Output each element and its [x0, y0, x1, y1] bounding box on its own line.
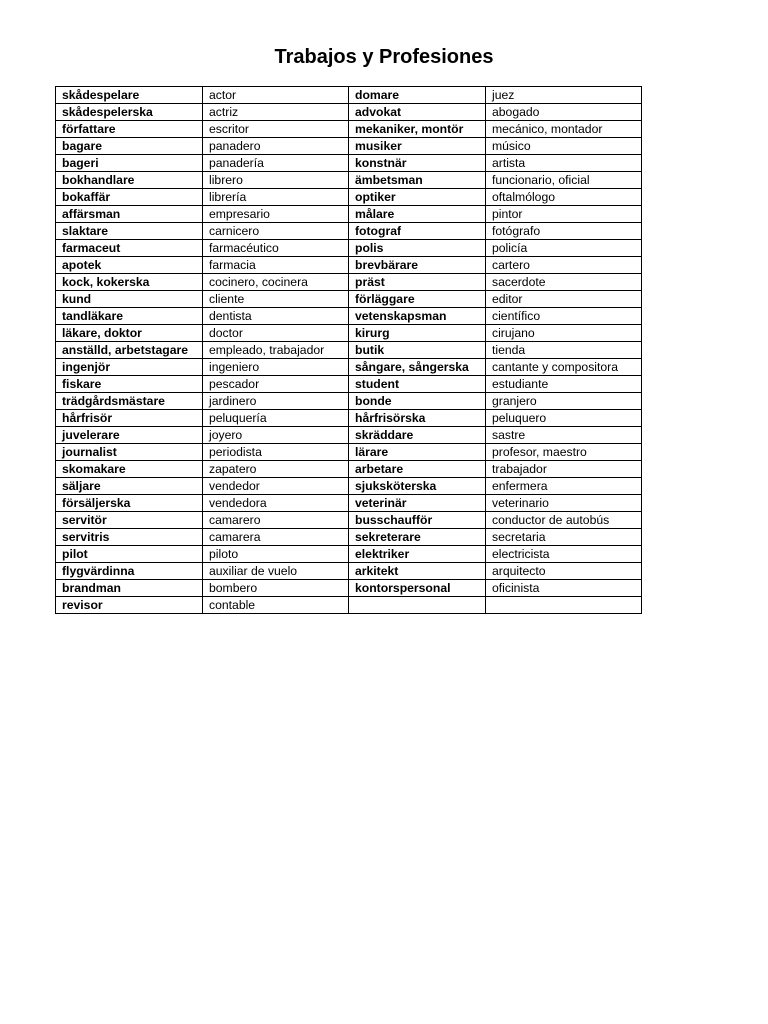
swedish-term-cell: läkare, doktor [56, 325, 203, 342]
spanish-term-cell: actriz [203, 104, 349, 121]
swedish-term-cell: arbetare [349, 461, 486, 478]
swedish-term-cell: sjuksköterska [349, 478, 486, 495]
spanish-term-cell: vendedor [203, 478, 349, 495]
swedish-term-cell: student [349, 376, 486, 393]
swedish-term-cell: busschaufför [349, 512, 486, 529]
spanish-term-cell: bombero [203, 580, 349, 597]
table-row [56, 529, 642, 546]
table-row [56, 376, 642, 393]
spanish-term-cell: doctor [203, 325, 349, 342]
page-title: Trabajos y Profesiones [274, 46, 494, 68]
swedish-term-cell: bonde [349, 393, 486, 410]
table-row [56, 87, 642, 104]
table-row [56, 427, 642, 444]
spanish-term-cell: peluquería [203, 410, 349, 427]
spanish-term-cell: mecánico, montador [486, 121, 642, 138]
spanish-term-cell: sastre [486, 427, 642, 444]
spanish-term-cell: enfermera [486, 478, 642, 495]
spanish-term-cell: ingeniero [203, 359, 349, 376]
table-row [56, 104, 642, 121]
table-row [56, 291, 642, 308]
swedish-term-cell: trädgårdsmästare [56, 393, 203, 410]
spanish-term-cell: panadero [203, 138, 349, 155]
swedish-term-cell: konstnär [349, 155, 486, 172]
table-row [56, 325, 642, 342]
swedish-term-cell: bagare [56, 138, 203, 155]
spanish-term-cell: vendedora [203, 495, 349, 512]
swedish-term-cell: vetenskapsman [349, 308, 486, 325]
swedish-term-cell: lärare [349, 444, 486, 461]
table-row [56, 240, 642, 257]
swedish-term-cell: slaktare [56, 223, 203, 240]
spanish-term-cell: actor [203, 87, 349, 104]
spanish-term-cell: sacerdote [486, 274, 642, 291]
swedish-term-cell: domare [349, 87, 486, 104]
swedish-term-cell: farmaceut [56, 240, 203, 257]
spanish-term-cell: camarera [203, 529, 349, 546]
swedish-term-cell: polis [349, 240, 486, 257]
swedish-term-cell: affärsman [56, 206, 203, 223]
swedish-term-cell: mekaniker, montör [349, 121, 486, 138]
swedish-term-cell: bokhandlare [56, 172, 203, 189]
swedish-term-cell: kirurg [349, 325, 486, 342]
spanish-term-cell: panadería [203, 155, 349, 172]
table-row [56, 257, 642, 274]
swedish-term-cell: ämbetsman [349, 172, 486, 189]
swedish-term-cell: pilot [56, 546, 203, 563]
spanish-term-cell: piloto [203, 546, 349, 563]
spanish-term-cell: editor [486, 291, 642, 308]
swedish-term-cell: författare [56, 121, 203, 138]
spanish-term-cell: pintor [486, 206, 642, 223]
spanish-term-cell: veterinario [486, 495, 642, 512]
spanish-term-cell: oficinista [486, 580, 642, 597]
swedish-term-cell: kock, kokerska [56, 274, 203, 291]
spanish-term-cell: farmacéutico [203, 240, 349, 257]
spanish-term-cell: fotógrafo [486, 223, 642, 240]
table-row [56, 597, 642, 614]
table-row [56, 512, 642, 529]
spanish-term-cell: electricista [486, 546, 642, 563]
table-row [56, 359, 642, 376]
spanish-term-cell: granjero [486, 393, 642, 410]
spanish-term-cell: cocinero, cocinera [203, 274, 349, 291]
swedish-term-cell: flygvärdinna [56, 563, 203, 580]
swedish-term-cell: advokat [349, 104, 486, 121]
swedish-term-cell: anställd, arbetstagare [56, 342, 203, 359]
swedish-term-cell: säljare [56, 478, 203, 495]
spanish-term-cell: librero [203, 172, 349, 189]
swedish-term-cell: servitris [56, 529, 203, 546]
spanish-term-cell: cartero [486, 257, 642, 274]
spanish-term-cell: zapatero [203, 461, 349, 478]
spanish-term-cell: estudiante [486, 376, 642, 393]
swedish-term-cell: optiker [349, 189, 486, 206]
spanish-term-cell: conductor de autobús [486, 512, 642, 529]
table-row [56, 189, 642, 206]
spanish-term-cell: profesor, maestro [486, 444, 642, 461]
spanish-term-cell: auxiliar de vuelo [203, 563, 349, 580]
swedish-term-cell: skådespelerska [56, 104, 203, 121]
spanish-term-cell: carnicero [203, 223, 349, 240]
table-row [56, 563, 642, 580]
table-row [56, 393, 642, 410]
spanish-term-cell: cantante y compositora [486, 359, 642, 376]
table-row [56, 461, 642, 478]
swedish-term-cell: butik [349, 342, 486, 359]
spanish-term-cell: empresario [203, 206, 349, 223]
table-row [56, 308, 642, 325]
vocabulary-table [55, 86, 642, 614]
swedish-term-cell: fiskare [56, 376, 203, 393]
spanish-term-cell: peluquero [486, 410, 642, 427]
swedish-term-cell: präst [349, 274, 486, 291]
swedish-term-cell: målare [349, 206, 486, 223]
spanish-term-cell: farmacia [203, 257, 349, 274]
table-row [56, 478, 642, 495]
swedish-term-cell: sångare, sångerska [349, 359, 486, 376]
table-row [56, 546, 642, 563]
swedish-term-cell: veterinär [349, 495, 486, 512]
swedish-term-cell: arkitekt [349, 563, 486, 580]
swedish-term-cell: skådespelare [56, 87, 203, 104]
swedish-term-cell: kontorspersonal [349, 580, 486, 597]
swedish-term-cell: skomakare [56, 461, 203, 478]
swedish-term-cell: musiker [349, 138, 486, 155]
spanish-term-cell: músico [486, 138, 642, 155]
spanish-term-cell: juez [486, 87, 642, 104]
spanish-term-cell: secretaria [486, 529, 642, 546]
spanish-term-cell [486, 597, 642, 614]
table-row [56, 206, 642, 223]
spanish-term-cell: oftalmólogo [486, 189, 642, 206]
spanish-term-cell: tienda [486, 342, 642, 359]
swedish-term-cell: journalist [56, 444, 203, 461]
spanish-term-cell: camarero [203, 512, 349, 529]
swedish-term-cell: tandläkare [56, 308, 203, 325]
spanish-term-cell: trabajador [486, 461, 642, 478]
spanish-term-cell: escritor [203, 121, 349, 138]
spanish-term-cell: arquitecto [486, 563, 642, 580]
vocabulary-table-body [56, 87, 642, 614]
swedish-term-cell: revisor [56, 597, 203, 614]
table-row [56, 223, 642, 240]
spanish-term-cell: cliente [203, 291, 349, 308]
swedish-term-cell: bageri [56, 155, 203, 172]
spanish-term-cell: contable [203, 597, 349, 614]
table-row [56, 274, 642, 291]
table-row [56, 138, 642, 155]
swedish-term-cell: sekreterare [349, 529, 486, 546]
spanish-term-cell: funcionario, oficial [486, 172, 642, 189]
spanish-term-cell: artista [486, 155, 642, 172]
swedish-term-cell: brevbärare [349, 257, 486, 274]
table-row [56, 172, 642, 189]
spanish-term-cell: joyero [203, 427, 349, 444]
swedish-term-cell: fotograf [349, 223, 486, 240]
swedish-term-cell: skräddare [349, 427, 486, 444]
swedish-term-cell: hårfrisörska [349, 410, 486, 427]
spanish-term-cell: pescador [203, 376, 349, 393]
spanish-term-cell: jardinero [203, 393, 349, 410]
swedish-term-cell: juvelerare [56, 427, 203, 444]
swedish-term-cell: försäljerska [56, 495, 203, 512]
swedish-term-cell: ingenjör [56, 359, 203, 376]
spanish-term-cell: dentista [203, 308, 349, 325]
spanish-term-cell: periodista [203, 444, 349, 461]
table-row [56, 410, 642, 427]
table-row [56, 444, 642, 461]
table-row [56, 121, 642, 138]
swedish-term-cell: elektriker [349, 546, 486, 563]
swedish-term-cell [349, 597, 486, 614]
spanish-term-cell: empleado, trabajador [203, 342, 349, 359]
swedish-term-cell: förläggare [349, 291, 486, 308]
swedish-term-cell: kund [56, 291, 203, 308]
table-row [56, 580, 642, 597]
spanish-term-cell: policía [486, 240, 642, 257]
table-row [56, 495, 642, 512]
table-row [56, 342, 642, 359]
swedish-term-cell: apotek [56, 257, 203, 274]
table-row [56, 155, 642, 172]
swedish-term-cell: brandman [56, 580, 203, 597]
spanish-term-cell: librería [203, 189, 349, 206]
swedish-term-cell: bokaffär [56, 189, 203, 206]
spanish-term-cell: cirujano [486, 325, 642, 342]
spanish-term-cell: científico [486, 308, 642, 325]
swedish-term-cell: servitör [56, 512, 203, 529]
swedish-term-cell: hårfrisör [56, 410, 203, 427]
spanish-term-cell: abogado [486, 104, 642, 121]
